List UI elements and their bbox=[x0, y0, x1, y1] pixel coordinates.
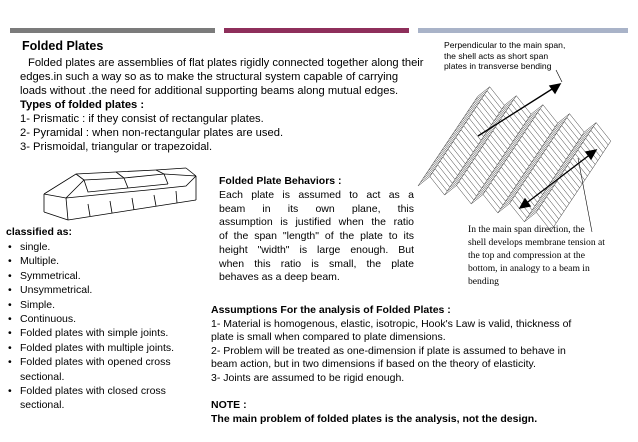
behaviors-line: Each plate is assumed to act as a bbox=[219, 189, 414, 201]
folded-shell-mesh-diagram bbox=[410, 66, 636, 244]
behaviors-line: assumption is justified when the ratio bbox=[219, 216, 414, 229]
note-text: The main problem of folded plates is the analysis, not the design. bbox=[211, 413, 538, 425]
header-bar-maroon bbox=[224, 28, 409, 33]
diagram-top-note: Perpendicular to the main span, the shell acts as short span plates in transverse bending bbox=[444, 40, 566, 71]
assumptions-heading: Assumptions For the analysis of Folded Plates : bbox=[211, 304, 451, 316]
list-item: • single. bbox=[8, 241, 51, 253]
note-heading: NOTE : bbox=[211, 399, 247, 411]
list-item: • Continuous. bbox=[8, 313, 77, 326]
assumptions-line: 2- Problem will be treated as one-dimension if plate is assumed to behave in bbox=[211, 345, 566, 357]
behaviors-line: of the span "length" of the plate to its bbox=[219, 230, 414, 243]
diagram-bottom-note: In the main span direction, the shell develops membrane tension at the top and compression at the bottom, in analogy to a beam in bending bbox=[468, 224, 605, 288]
list-item: • Folded plates with opened cross sectional. bbox=[8, 356, 171, 383]
assumptions-line: 1- Material is homogenous, elastic, isotropic, Hook's Law is valid, thickness of bbox=[211, 318, 572, 330]
list-item: • Multiple. bbox=[8, 255, 60, 268]
list-item: • Folded plates with simple joints. bbox=[8, 327, 169, 340]
page-title: Folded Plates bbox=[22, 39, 104, 53]
types-item: 3- Prismoidal, triangular or trapezoidal. bbox=[20, 141, 213, 153]
assumptions-line: 3- Joints are assumed to be rigid enough. bbox=[211, 372, 405, 384]
classified-heading: classified as: bbox=[6, 226, 72, 238]
behaviors-line: behaves as a deep beam. bbox=[219, 271, 340, 284]
list-item: • Folded plates with closed cross sectional. bbox=[8, 385, 166, 412]
list-item: • Simple. bbox=[8, 298, 56, 311]
intro-line-1: Folded plates are assemblies of flat plates rigidly connected together along their bbox=[28, 57, 424, 69]
list-item: • Symmetrical. bbox=[8, 269, 81, 282]
types-heading: Types of folded plates : bbox=[20, 99, 145, 111]
behaviors-heading: Folded Plate Behaviors : bbox=[219, 175, 342, 187]
list-item: • Unsymmetrical. bbox=[8, 284, 93, 297]
intro-line-2: edges.in such a way so as to make the structural system capable of carrying bbox=[20, 71, 399, 83]
types-item: 2- Pyramidal : when non-rectangular plates are used. bbox=[20, 127, 284, 139]
folded-plate-roof-illustration bbox=[36, 164, 216, 226]
behaviors-paragraph bbox=[219, 189, 414, 285]
header-bar-gray bbox=[10, 28, 215, 33]
header-bar-blue bbox=[418, 28, 628, 33]
assumptions-line: plate is small when compared to plate dimensions. bbox=[211, 331, 446, 343]
assumptions-line: beam action, but in two dimensions if based on the theory of elasticity. bbox=[211, 358, 536, 370]
list-item: • Folded plates with multiple joints. bbox=[8, 341, 175, 354]
behaviors-line: when this ratio is small, the plate bbox=[219, 257, 414, 270]
behaviors-line: beam in its own plane, this bbox=[219, 202, 414, 215]
intro-line-3: loads without .the need for additional supporting beams along mutual edges. bbox=[20, 85, 399, 97]
types-item: 1- Prismatic : if they consist of rectangular plates. bbox=[20, 113, 264, 125]
classified-list bbox=[8, 240, 228, 413]
behaviors-line: height "width" is large enough. But bbox=[219, 243, 414, 256]
